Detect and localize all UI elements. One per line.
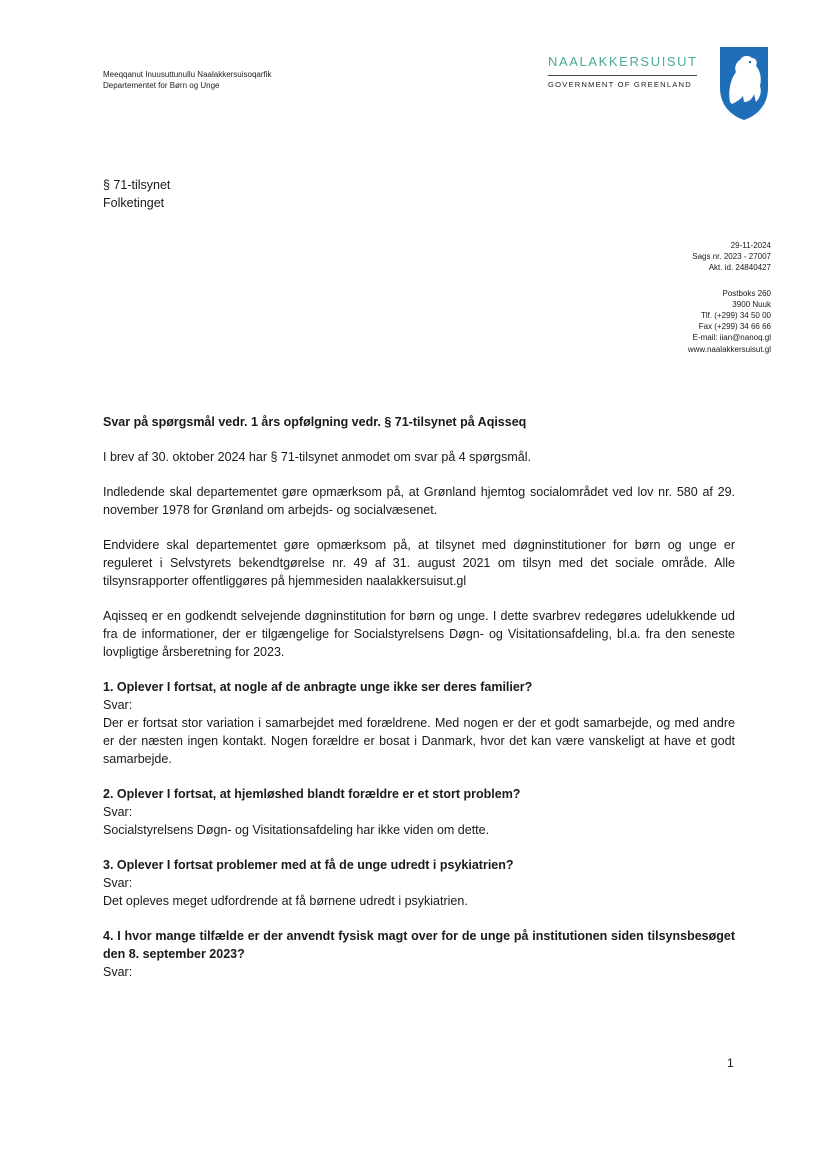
department-name-greenlandic: Meeqqanut Inuusuttunullu Naalakkersuisoqarfik [103,70,272,79]
act-id: Akt. id. 24840427 [708,263,771,273]
answer-label-1: Svar: [103,698,133,712]
question-1: 1. Oplever I fortsat, at nogle af de anbragte unge ikke ser deres familier? [103,680,533,694]
paragraph-1: I brev af 30. oktober 2024 har § 71-tilsynet anmodet om svar på 4 spørgsmål. [103,450,531,464]
recipient-line-2: Folketinget [103,196,165,210]
page-number: 1 [727,1056,734,1070]
question-3: 3. Oplever I fortsat problemer med at få de unge udredt i psykiatrien? [103,858,514,872]
website: www.naalakkersuisut.gl [687,344,771,354]
recipient-address [103,176,170,212]
question-2: 2. Oplever I fortsat, at hjemløshed blandt forældre er et stort problem? [103,787,521,801]
email: E-mail: iian@nanoq.gl [692,333,771,343]
answer-3: Det opleves meget udfordrende at få børnene udredt i psykiatrien. [103,894,468,908]
paragraph-2: Indledende skal departementet gøre opmærksom på, at Grønland hjemtog socialområdet ved lov nr. 580 af 29. november 1978 for Grønland om arbejds- og socialvæsenet. [103,485,735,517]
question-4: 4. I hvor mange tilfælde er der anvendt fysisk magt over for de unge på institutionen siden tilsynsbesøget den 8. september 2023? [103,929,735,961]
recipient-line-1: § 71-tilsynet [103,178,171,192]
letter-subject: Svar på spørgsmål vedr. 1 års opfølgning vedr. § 71-tilsynet på Aqisseq [103,415,527,429]
brand-name: NAALAKKERSUISUT [548,54,698,69]
government-logo [548,54,698,89]
postal-city: 3900 Nuuk [732,299,771,309]
case-number: Sags nr. 2023 - 27007 [692,252,771,262]
brand-subtitle: GOVERNMENT OF GREENLAND [548,80,692,89]
department-name-danish: Departementet for Børn og Unge [103,81,220,90]
answer-1: Der er fortsat stor variation i samarbejdet med forældrene. Med nogen er der et godt samarbejde, og med andre er der næsten ingen kontakt. Nogen forældre er bosat i Danmark, hvor det kan være vanskeligt at have et godt samarbejde. [103,716,735,766]
answer-label-4: Svar: [103,965,133,979]
letter-body [103,413,735,998]
letter-date: 29-11-2024 [730,241,771,250]
polar-bear-crest-icon [716,44,772,122]
phone: Tlf. (+299) 34 50 00 [700,311,771,321]
paragraph-3: Endvidere skal departementet gøre opmærksom på, at tilsynet med døgninstitutioner for børn og unge er reguleret i Selvstyrets bekendtgørelse nr. 49 af 31. august 2021 om tilsyn med det sociale område. Alle tilsynsrapporter offentliggøres på hjemmesiden naalakkersuisut.gl [103,538,735,588]
brand-divider [548,75,697,76]
meta-spacer [688,274,771,288]
answer-2: Socialstyrelsens Døgn- og Visitationsafdeling har ikke viden om dette. [103,823,490,837]
paragraph-4: Aqisseq er en godkendt selvejende døgninstitution for børn og unge. I dette svarbrev redegøres udelukkende ud fra de informationer, der er tilgængelige for Socialstyrelsens Døgn- og Visitationsafdeling, bl.a. fra den seneste lovpligtige årsberetning for 2023. [103,609,735,659]
postbox: Postboks 260 [722,288,771,298]
letter-meta [688,240,771,355]
fax: Fax (+299) 34 66 66 [698,322,771,332]
department-header [103,69,272,91]
answer-label-3: Svar: [103,876,133,890]
answer-label-2: Svar: [103,805,133,819]
